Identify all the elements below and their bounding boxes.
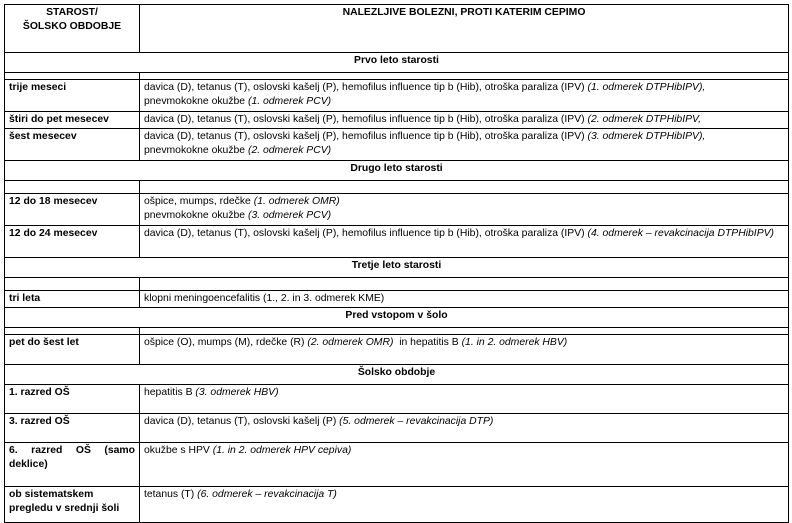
vaccination-schedule-table — [4, 4, 789, 523]
vaccine-text: hepatitis B — [144, 387, 196, 398]
vaccine-cell — [140, 385, 789, 414]
age-cell: 1. razred OŠ — [5, 385, 140, 414]
dose-note: (2. odmerek DTPHibIPV, — [587, 114, 702, 125]
vaccine-cell — [140, 112, 789, 129]
age-cell: 12 do 18 mesecev — [5, 194, 140, 226]
vaccine-cell — [140, 335, 789, 365]
header-age-cell — [5, 5, 140, 53]
vaccine-text: davica (D), tetanus (T), oslovski kašelj (P), hemofilus influence tip b (Hib), otroška paraliza (IPV) — [144, 228, 588, 239]
age-cell: štiri do pet mesecev — [5, 112, 140, 129]
vaccine-text: in hepatitis B — [393, 337, 462, 348]
dose-note: (1. in 2. odmerek HPV cepiva) — [212, 445, 352, 456]
vaccine-text: davica (D), tetanus (T), oslovski kašelj (P), hemofilus influence tip b (Hib), otroška paraliza (IPV) — [144, 82, 588, 93]
table-row — [5, 129, 789, 161]
dose-note: (2. odmerek PCV) — [247, 145, 332, 156]
header-age-line1: STAROST/ — [46, 7, 98, 18]
age-cell: 12 do 24 mesecev — [5, 226, 140, 258]
dose-note: (1. odmerek PCV) — [247, 96, 332, 107]
spacer-row — [5, 181, 789, 194]
section-row-before-school — [5, 308, 789, 328]
spacer-row — [5, 73, 789, 80]
section-title: Pred vstopom v šolo — [5, 308, 789, 328]
vaccine-text: davica (D), tetanus (T), oslovski kašelj (P) — [144, 416, 340, 427]
vaccine-cell — [140, 226, 789, 258]
vaccine-text: tetanus (T) — [144, 489, 198, 500]
table-row — [5, 385, 789, 414]
vaccine-text: davica (D), tetanus (T), oslovski kašelj (P), hemofilus influence tip b (Hib), otroška paraliza (IPV) — [144, 114, 588, 125]
section-row-first-year — [5, 53, 789, 73]
vaccine-cell — [140, 443, 789, 487]
header-diseases-cell: NALEZLJIVE BOLEZNI, PROTI KATERIM CEPIMO — [140, 5, 789, 53]
spacer-row — [5, 328, 789, 335]
vaccine-cell: klopni meningoencefalitis (1., 2. in 3. odmerek KME) — [140, 291, 789, 308]
table-row — [5, 226, 789, 258]
vaccine-text: pnevmokokne okužbe — [144, 210, 248, 221]
age-cell: šest mesecev — [5, 129, 140, 161]
table-row — [5, 112, 789, 129]
vaccine-cell — [140, 129, 789, 161]
dose-note: (1. odmerek DTPHibIPV), — [587, 82, 706, 93]
header-row — [5, 5, 789, 53]
age-cell: tri leta — [5, 291, 140, 308]
dose-note: (4. odmerek – revakcinacija DTPHibIPV) — [587, 228, 775, 239]
vaccine-text: ošpice (O), mumps (M), rdečke (R) — [144, 337, 308, 348]
vaccine-cell — [140, 414, 789, 443]
section-row-third-year — [5, 258, 789, 278]
age-cell: trije meseci — [5, 80, 140, 112]
header-age-line2: ŠOLSKO OBDOBJE — [22, 21, 122, 32]
age-cell: pet do šest let — [5, 335, 140, 365]
age-cell: ob sistematskem pregledu v srednji šoli — [5, 487, 140, 523]
table-row — [5, 414, 789, 443]
age-cell: 6. razred OŠ (samo deklice) — [5, 443, 140, 487]
dose-note: (6. odmerek – revakcinacija T) — [197, 489, 337, 500]
section-row-school-period — [5, 365, 789, 385]
table-row — [5, 443, 789, 487]
vaccine-cell — [140, 194, 789, 226]
vaccine-text: pnevmokokne okužbe — [144, 96, 248, 107]
table-row — [5, 335, 789, 365]
table-row — [5, 80, 789, 112]
table-row — [5, 291, 789, 308]
table-row — [5, 194, 789, 226]
section-title: Prvo leto starosti — [5, 53, 789, 73]
spacer-row — [5, 278, 789, 291]
vaccine-text: ošpice, mumps, rdečke — [144, 196, 254, 207]
vaccine-text: pnevmokokne okužbe — [144, 145, 248, 156]
dose-note: (3. odmerek DTPHibIPV), — [587, 131, 706, 142]
vaccine-text: davica (D), tetanus (T), oslovski kašelj (P), hemofilus influence tip b (Hib), otroška paraliza (IPV) — [144, 131, 588, 142]
vaccine-text: okužbe s HPV — [144, 445, 213, 456]
age-cell: 3. razred OŠ — [5, 414, 140, 443]
dose-note: (5. odmerek – revakcinacija DTP) — [339, 416, 494, 427]
section-title: Šolsko obdobje — [5, 365, 789, 385]
vaccine-cell — [140, 487, 789, 523]
dose-note: (1. odmerek OMR) — [253, 196, 340, 207]
dose-note: (2. odmerek OMR) — [307, 337, 394, 348]
section-row-second-year — [5, 161, 789, 181]
table-row — [5, 487, 789, 523]
section-title: Drugo leto starosti — [5, 161, 789, 181]
section-title: Tretje leto starosti — [5, 258, 789, 278]
dose-note: (1. in 2. odmerek HBV) — [461, 337, 568, 348]
vaccine-cell — [140, 80, 789, 112]
dose-note: (3. odmerek HBV) — [195, 387, 279, 398]
dose-note: (3. odmerek PCV) — [247, 210, 332, 221]
